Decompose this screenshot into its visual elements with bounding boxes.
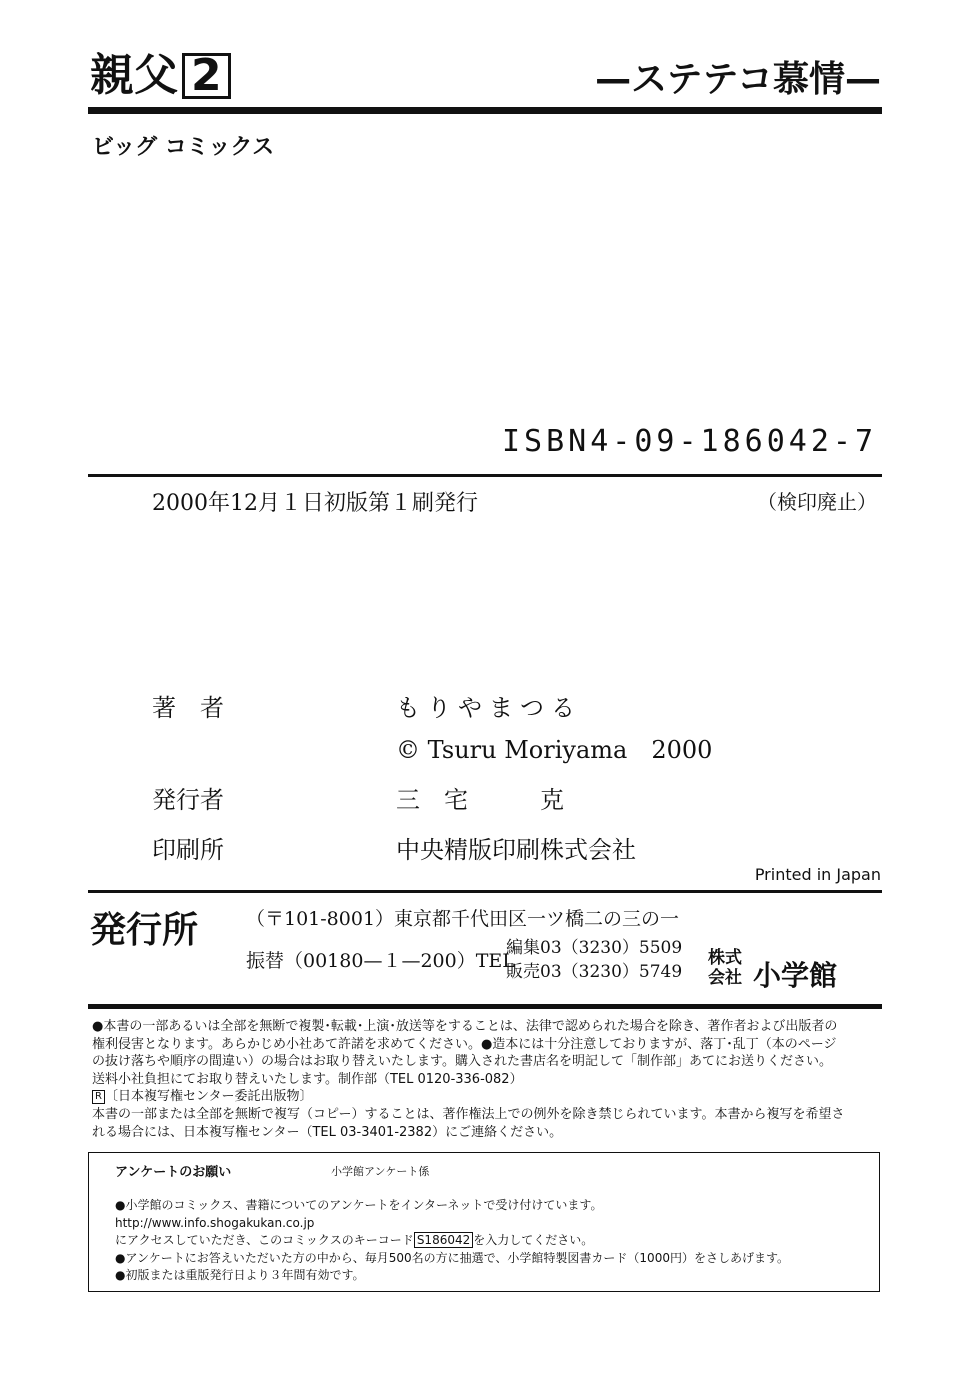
survey-line-post: を入力してください。 [473,1233,594,1247]
telephone-block [506,936,682,984]
survey-line: ●初版または重版発行日より３年間有効です。 [115,1268,365,1282]
notice-line: 送料小社負担にてお取り替えいたします。制作部（TEL 0120-336-082） [92,1071,523,1087]
tel-sales: 販売03（3230）5749 [506,962,683,982]
survey-box [88,1152,880,1292]
isbn: ISBN4-09-186042-7 [501,424,877,459]
notice-line: 権利侵害となります。あらかじめ小社あて許諾を求めてください。●造本には十分注意しておりますが、落丁･乱丁（本のページ [92,1036,837,1052]
author-name: もりやまつる [396,694,582,722]
publisher-person: 三 宅 克 [396,786,564,814]
printer-label: 印刷所 [152,836,224,864]
book-subtitle: —ステテコ慕情— [595,59,881,100]
legal-notice [92,1018,884,1141]
imprint-label: ビッグ コミックス [92,135,275,160]
publisher-address: （〒101-8001）東京都千代田区一ツ橋二の三の一 [246,908,680,930]
notice-line: れる場合には、日本複写権センター（TEL 03-3401-2382）にご連絡ください。 [92,1124,563,1140]
publisher-top-rule [88,890,882,893]
survey-line: ●小学館のコミックス、書籍についてのアンケートをインターネットで受け付けています。 [115,1198,603,1212]
kabushiki-kaisha [708,948,742,988]
survey-line: ●アンケートにお答えいただいた方の中から、毎月500名の方に抽選で、小学館特製図書カード（1000円）をさしあげます。 [115,1250,789,1265]
notice-jrrc: 〔日本複写権センター委託出版物〕 [105,1089,313,1105]
volume-number: 2 [182,53,231,99]
survey-heading: アンケートのお願い [115,1165,232,1180]
seal-note: （検印廃止） [757,490,877,514]
kabushiki-top: 株式 [708,948,742,968]
survey-line-pre: にアクセスしていただき、このコミックスのキーコード [115,1233,414,1247]
header-rule [88,107,882,114]
r-mark: R [92,1090,105,1104]
printer-name: 中央精版印刷株式会社 [396,836,636,864]
author-label: 著 者 [152,694,224,722]
notice-line: 本書の一部または全部を無断で複写（コピー）することは、著作権法上での例外を除き禁じられています。本書から複写を希望さ [92,1106,845,1122]
publisher-bottom-rule [88,1004,882,1009]
publisher-label: 発行所 [90,910,199,951]
publisher-person-label: 発行者 [152,786,224,814]
book-title-text: 親父 [90,50,178,101]
survey-keycode: S186042 [414,1232,473,1248]
survey-lines [115,1197,789,1285]
survey-dept: 小学館アンケート係 [331,1165,430,1178]
survey-url[interactable]: http://www.info.shogakukan.co.jp [115,1215,315,1230]
tel-edit: 編集03（3230）5509 [506,938,683,958]
printed-in: Printed in Japan [754,865,881,884]
notice-line: ●本書の一部あるいは全部を無断で複製･転載･上演･放送等をすることは、法律で認められた場合を除き、著作者および出版者の [92,1019,838,1034]
book-title [90,50,231,102]
edition-date: 2000年12月１日初版第１刷発行 [152,491,478,516]
notice-line [92,1088,884,1106]
copyright-line: © Tsuru Moriyama 2000 [396,736,713,764]
survey-line [115,1232,789,1250]
isbn-rule [88,474,882,477]
furikae-account: 振替（00180—１—200）TEL [246,950,515,972]
publisher-company: 小学館 [753,959,838,992]
kabushiki-bottom: 会社 [708,968,742,988]
notice-line: の抜け落ちや順序の間違い）の場合はお取り替えいたします。購入された書店名を明記して「制作部」あてにお送りください。 [92,1054,832,1070]
